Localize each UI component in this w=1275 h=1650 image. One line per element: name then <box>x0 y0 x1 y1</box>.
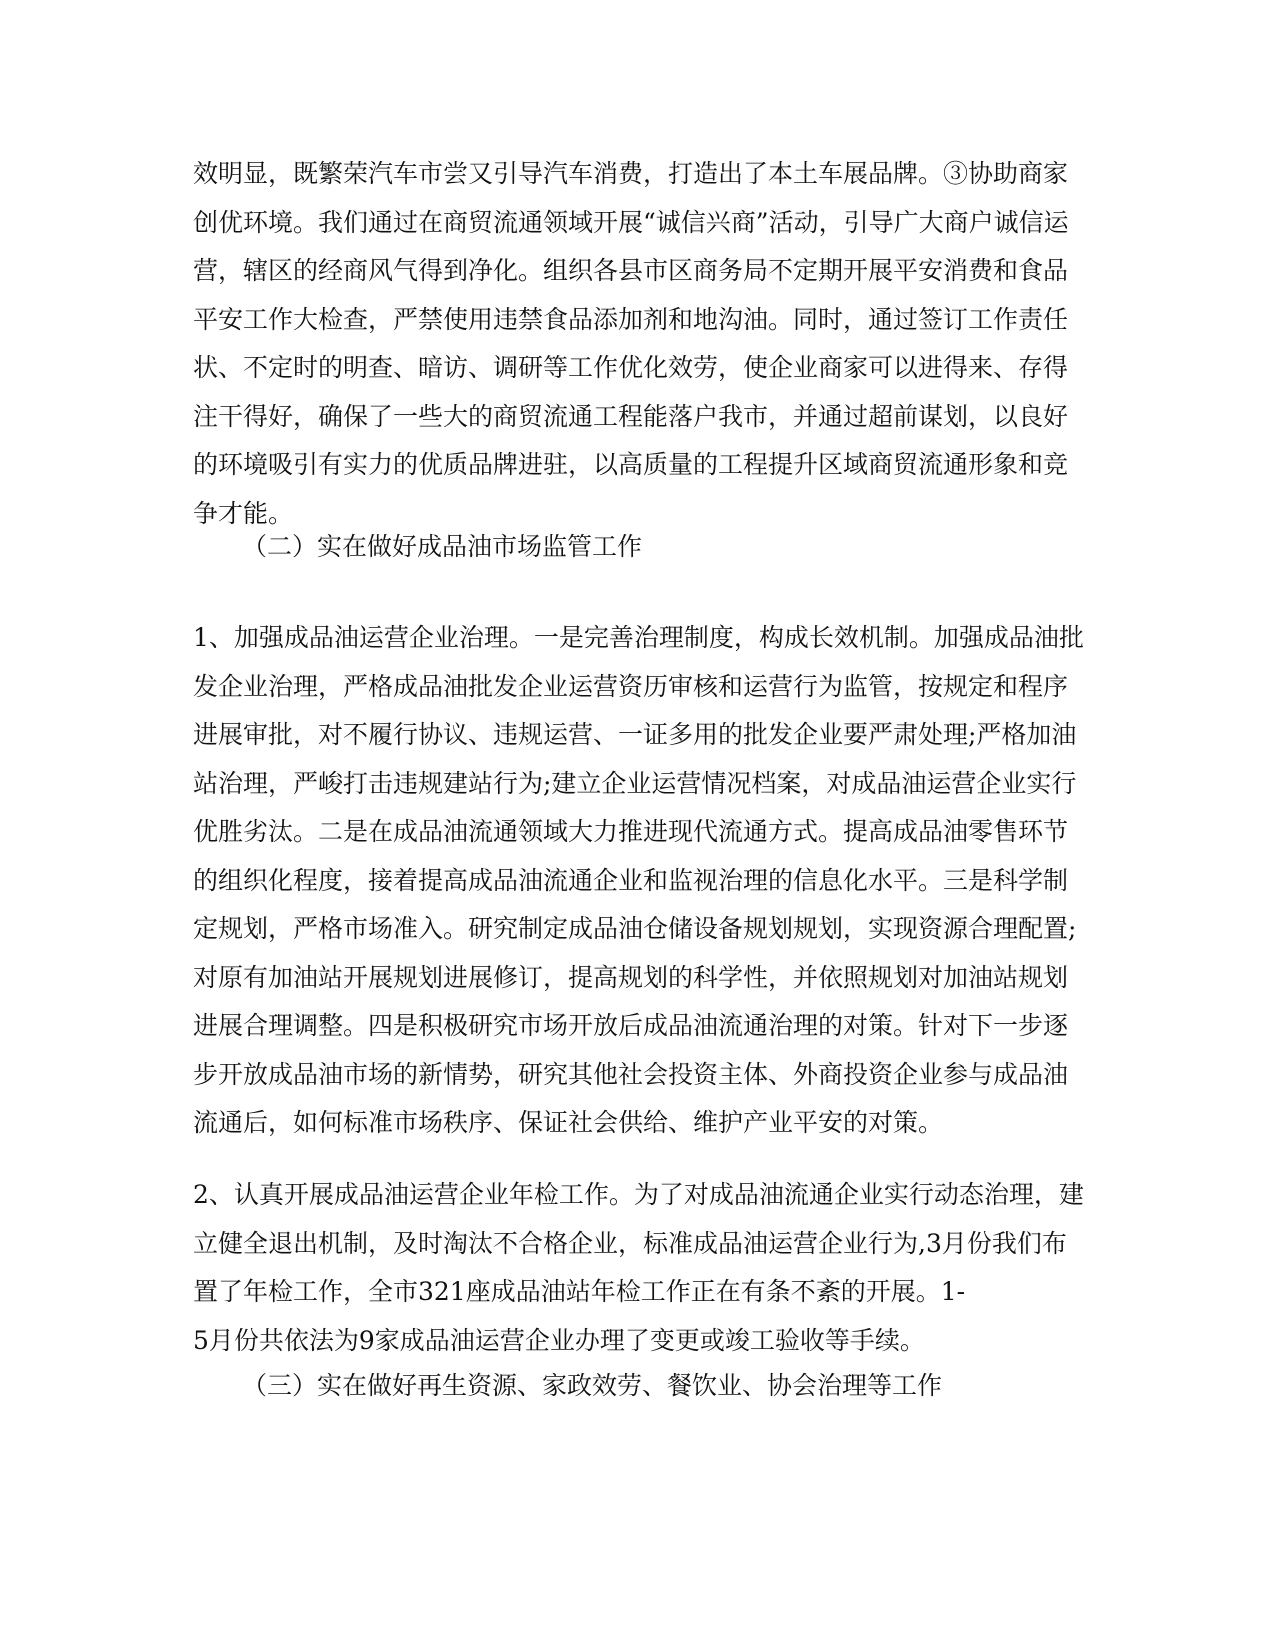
paragraph-3 <box>193 1171 1083 1365</box>
text-line: 平安工作大检查，严禁使用违禁食品添加剂和地沟油。同时，通过签订工作责任 <box>193 304 1069 334</box>
text-line: 状、不定时的明查、暗访、调研等工作优化效劳，使企业商家可以进得来、存得 <box>193 353 1069 382</box>
text-line: 5月份共依法为9家成品油运营企业办理了变更或竣工验收等手续。 <box>193 1325 925 1355</box>
text-line: 1、加强成品油运营企业治理。一是完善治理制度，构成长效机制。加强成品油批 <box>193 623 1084 652</box>
text-line: 定规划，严格市场准入。研究制定成品油仓储设备规划规划，实现资源合理配置; <box>193 914 1077 943</box>
paragraph-1 <box>193 150 1083 538</box>
text-line: 立健全退出机制，及时淘汰不合格企业，标准成品油运营企业行为,3月份我们布 <box>193 1228 1067 1258</box>
text-line: 的环境吸引有实力的优质品牌进驻，以高质量的工程提升区域商贸流通形象和竞 <box>193 450 1069 479</box>
text-line: 对原有加油站开展规划进展修订，提高规划的科学性，并依照规划对加油站规划 <box>193 962 1069 992</box>
text-line: 站治理，严峻打击违规建站行为;建立企业运营情况档案，对成品油运营企业实行 <box>193 768 1077 798</box>
section-heading-3: （三）实在做好再生资源、家政效劳、餐饮业、协会治理等工作 <box>242 1371 943 1400</box>
text-line: 营，辖区的经商风气得到净化。组织各县市区商务局不定期开展平安消费和食品 <box>193 256 1069 285</box>
text-line: 进展合理调整。四是积极研究市场开放后成品油流通治理的对策。针对下一步逐 <box>193 1011 1069 1040</box>
text-line: 的组织化程度，接着提高成品油流通企业和监视治理的信息化水平。三是科学制 <box>193 865 1069 895</box>
section-heading-2: （二）实在做好成品油市场监管工作 <box>242 532 643 561</box>
text-line: 步开放成品油市场的新情势，研究其他社会投资主体、外商投资企业参与成品油 <box>193 1059 1069 1089</box>
text-line: 优胜劣汰。二是在成品油流通领域大力推进现代流通方式。提高成品油零售环节 <box>193 817 1069 846</box>
text-line: 争才能。 <box>193 498 294 528</box>
text-line: 置了年检工作，全市321座成品油站年检工作正在有条不紊的开展。1- <box>193 1277 966 1306</box>
text-line: 发企业治理，严格成品油批发企业运营资历审核和运营行为监管，按规定和程序 <box>193 671 1069 701</box>
text-line: 效明显，既繁荣汽车市尝又引导汽车消费，打造出了本土车展品牌。③协助商家 <box>193 159 1069 188</box>
text-line: 进展审批，对不履行协议、违规运营、一证多用的批发企业要严肃处理;严格加油 <box>193 720 1077 749</box>
text-line: 创优环境。我们通过在商贸流通领域开展“诚信兴商”活动，引导广大商户诚信运 <box>193 207 1069 237</box>
text-line: 流通后，如何标准市场秩序、保证社会供给、维护产业平安的对策。 <box>193 1108 944 1137</box>
text-line: 注干得好，确保了一些大的商贸流通工程能落户我市，并通过超前谋划，以良好 <box>193 401 1069 431</box>
paragraph-2 <box>193 614 1083 1148</box>
text-line: 2、认真开展成品油运营企业年检工作。为了对成品油流通企业实行动态治理，建 <box>193 1180 1084 1209</box>
